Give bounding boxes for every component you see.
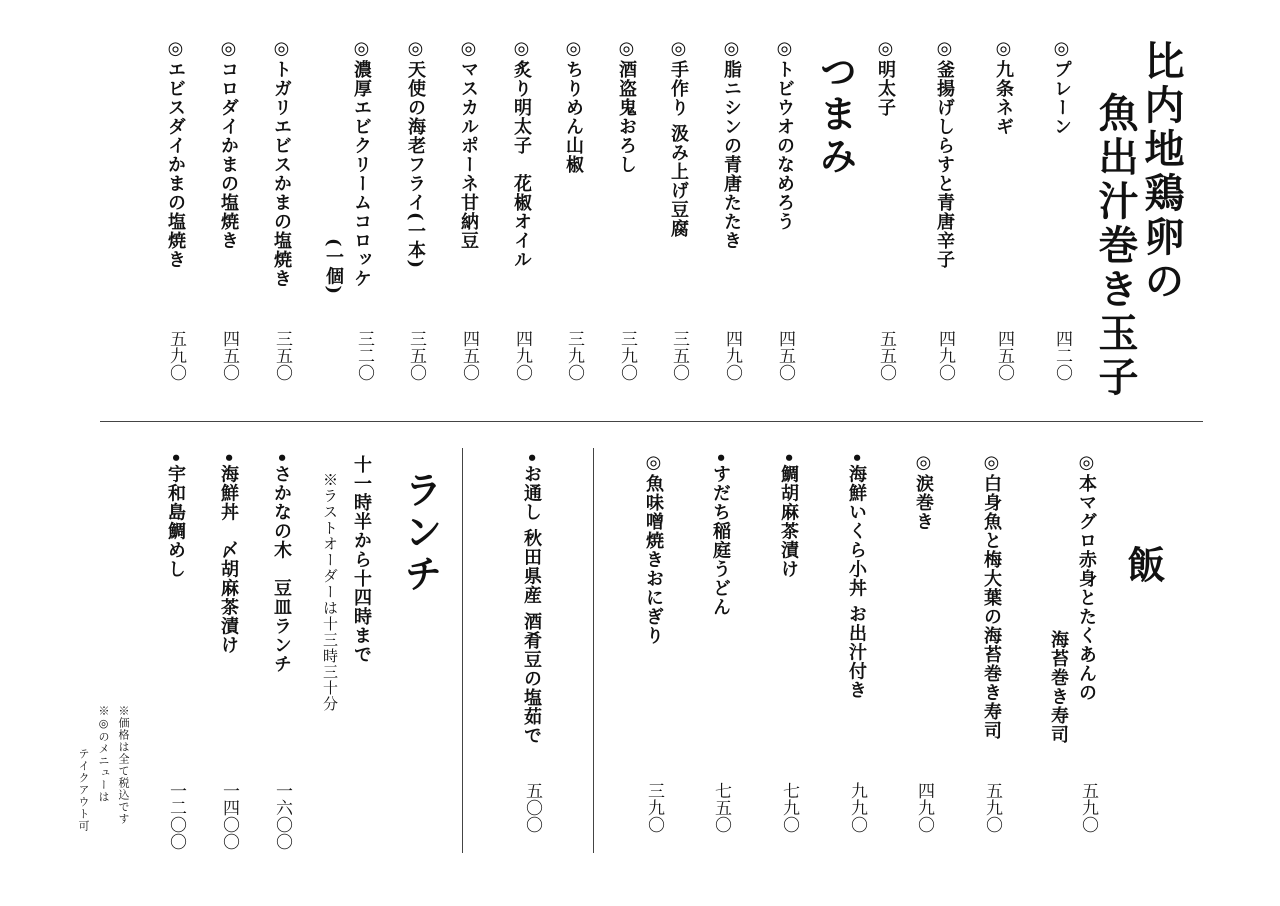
otoshi-price: 五〇〇 xyxy=(522,782,542,833)
menu-price: 七九〇 xyxy=(779,782,799,833)
meshi-heading: 飯 xyxy=(1121,545,1166,587)
menu-price: 三二〇 xyxy=(354,330,374,381)
menu-price: 三九〇 xyxy=(564,330,584,381)
menu-price: 四九〇 xyxy=(512,330,532,381)
menu-price: 四九〇 xyxy=(935,330,955,381)
menu-item: ◎脂ニシンの青唐たたき xyxy=(721,38,742,250)
menu-item: ◎天使の海老フライ(一本) xyxy=(405,38,426,270)
menu-price: 五五〇 xyxy=(876,330,896,381)
title-line-1: 比内地鶏卵の xyxy=(1138,40,1185,304)
note-takeout-continuation: テイクアウト可 xyxy=(77,748,90,832)
menu-price: 三五〇 xyxy=(669,330,689,381)
menu-price: 四五〇 xyxy=(219,330,239,381)
menu-price: 七五〇 xyxy=(711,782,731,833)
menu-item: •海鮮いくら小丼 お出汁付き xyxy=(846,452,867,700)
lunch-last-order: ※ラストオーダーは十三時三十分 xyxy=(321,472,339,712)
menu-price: 三九〇 xyxy=(617,330,637,381)
lunch-item: •さかなの木 豆皿ランチ xyxy=(271,452,292,674)
menu-price: 四五〇 xyxy=(775,330,795,381)
menu-item-continuation: 海苔巻き寿司 xyxy=(1048,630,1069,744)
menu-item: ◎トガリエビスかまの塩焼き xyxy=(271,38,292,288)
menu-item: ◎白身魚と梅大葉の海苔巻き寿司 xyxy=(981,452,1002,740)
menu-item: •鯛胡麻茶漬け xyxy=(778,452,799,579)
menu-item: ◎プレーン xyxy=(1051,38,1072,136)
menu-price: 四五〇 xyxy=(994,330,1014,381)
menu-price: 五九〇 xyxy=(982,782,1002,833)
lunch-item: •宇和島鯛めし xyxy=(165,452,186,579)
menu-item: ◎釜揚げしらすと青唐辛子 xyxy=(934,38,955,269)
menu-item: ◎本マグロ赤身とたくあんの xyxy=(1076,452,1097,702)
note-takeout: ※◎のメニューは xyxy=(97,705,110,803)
lunch-price: 一四〇〇 xyxy=(219,782,239,850)
otoshi-item: •お通し 秋田県産 酒肴豆の塩茹で xyxy=(521,452,542,746)
lunch-heading: ランチ xyxy=(398,470,443,596)
tsumami-heading: つまみ xyxy=(813,52,858,178)
menu-price: 四二〇 xyxy=(1052,330,1072,381)
menu-item-continuation: (一個) xyxy=(323,238,344,296)
menu-item: ◎手作り 汲み上げ豆腐 xyxy=(668,38,689,239)
menu-item: ◎ちりめん山椒 xyxy=(563,38,584,174)
menu-price: 五九〇 xyxy=(166,330,186,381)
menu-item: ◎マスカルポーネ甘納豆 xyxy=(458,38,479,250)
column-divider xyxy=(593,448,594,853)
menu-price: 三五〇 xyxy=(272,330,292,381)
menu-item: ◎酒盗鬼おろし xyxy=(616,38,637,174)
menu-price: 五九〇 xyxy=(1078,782,1098,833)
title-line-2: 魚出汁巻き玉子 xyxy=(1092,92,1139,400)
note-tax: ※価格は全て税込です xyxy=(117,705,130,825)
lunch-hours: 十一時半から十四時まで xyxy=(351,455,372,664)
menu-item: ◎涙巻き xyxy=(913,452,934,531)
menu-item: •すだち稲庭うどん xyxy=(710,452,731,617)
menu-price: 九九〇 xyxy=(847,782,867,833)
lunch-item: •海鮮丼 〆胡麻茶漬け xyxy=(218,452,239,655)
column-divider xyxy=(462,448,463,853)
menu-item: ◎炙り明太子 花椒オイル xyxy=(511,38,532,269)
lunch-price: 一二〇〇 xyxy=(166,782,186,850)
menu-price: 三九〇 xyxy=(644,782,664,833)
menu-item: ◎コロダイかまの塩焼き xyxy=(218,38,239,250)
page-title xyxy=(1092,40,1184,410)
menu-price: 四九〇 xyxy=(914,782,934,833)
menu-price: 四九〇 xyxy=(722,330,742,381)
menu-item: ◎明太子 xyxy=(875,38,896,117)
menu-price: 四五〇 xyxy=(459,330,479,381)
menu-item: ◎九条ネギ xyxy=(993,38,1014,136)
section-divider xyxy=(100,421,1203,422)
menu-item: ◎魚味噌焼きおにぎり xyxy=(643,452,664,645)
menu-item: ◎エビスダイかまの塩焼き xyxy=(165,38,186,269)
menu-item: ◎濃厚エビクリームコロッケ xyxy=(351,38,372,288)
lunch-price: 一六〇〇 xyxy=(272,782,292,850)
menu-price: 三五〇 xyxy=(406,330,426,381)
menu-item: ◎トビウオのなめろう xyxy=(774,38,795,231)
